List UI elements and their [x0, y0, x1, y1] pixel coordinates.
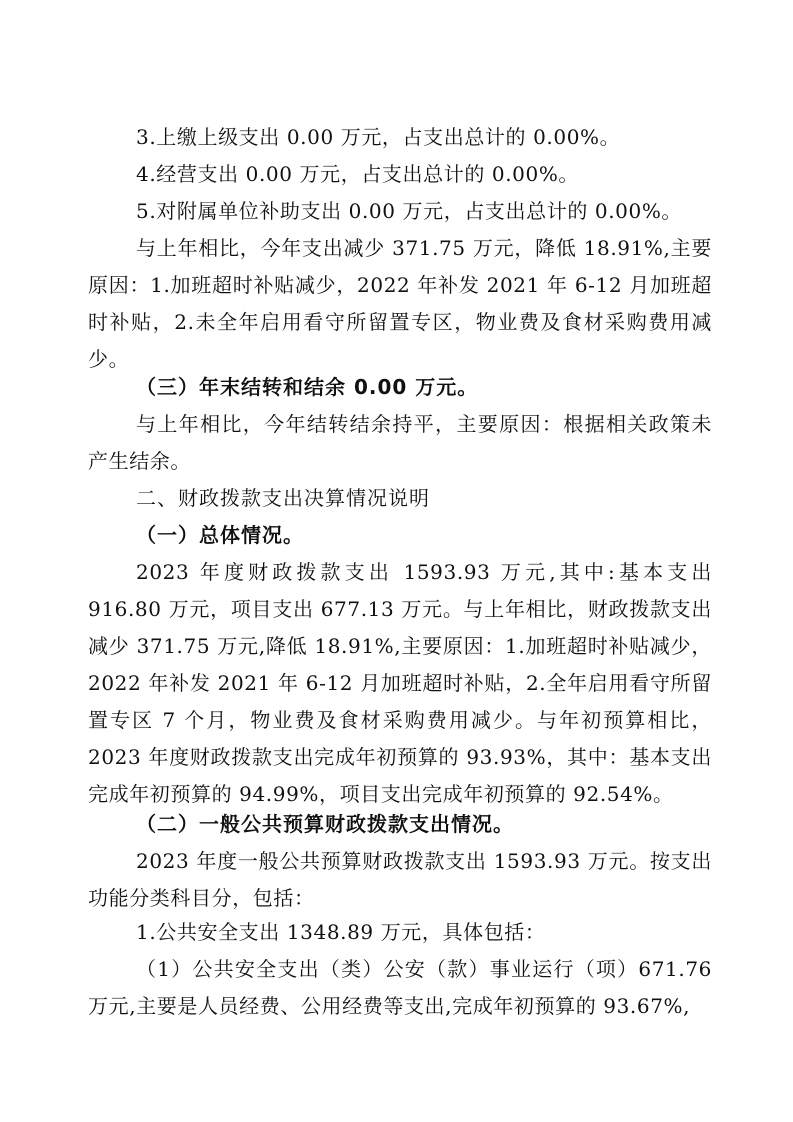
- paragraph-expense-comparison: 与上年相比，今年支出减少 371.75 万元，降低 18.91%,主要原因：1.加班超时补贴减少，2022 年补发 2021 年 6-12 月加班超时补贴，2.未全年启用看守所留置专区，物业费及食材采购费用减少。: [88, 236, 712, 371]
- paragraph-subsidiary-subsidy: 5.对附属单位补助支出 0.00 万元，占支出总计的 0.00%。: [136, 199, 683, 223]
- paragraph-operating-expense: 4.经营支出 0.00 万元，占支出总计的 0.00%。: [136, 162, 580, 186]
- paragraph-public-security-item-1: （1）公共安全支出（类）公安（款）事业运行（项）671.76 万元,主要是人员经费、公用经费等支出,完成年初预算的 93.67%,: [88, 957, 712, 1018]
- paragraph-carryover-comparison: 与上年相比，今年结转结余持平，主要原因：根据相关政策未产生结余。: [88, 412, 712, 473]
- section-heading-carryover: （三）年末结转和结余 0.00 万元。: [136, 375, 479, 399]
- paragraph-overall-detail: 2023 年度财政拨款支出 1593.93 万元,其中:基本支出 916.80 万元，项目支出 677.13 万元。与上年相比，财政拨款支出减少 371.75 万元,降低 18.91%,主要原因：1.加班超时补贴减少，2022 年补发 2021 年 6-12 月加班超时补贴，2.全年启用看守所留置专区 7 个月，物业费及食材采购费用减少。与年初预算相比，2023 年度财政拨款支出完成年初预算的 93.93%，其中：基本支出完成年初预算的 94.99%，项目支出完成年初预算的 92.54%。: [88, 560, 712, 806]
- paragraph-superior-remittance: 3.上缴上级支出 0.00 万元，占支出总计的 0.00%。: [136, 125, 621, 149]
- chapter-heading-fiscal-expenditure: 二、财政拨款支出决算情况说明: [136, 486, 430, 510]
- paragraph-public-security: 1.公共安全支出 1348.89 万元，具体包括：: [136, 920, 546, 944]
- section-heading-general-budget: （二）一般公共预算财政拨款支出情况。: [136, 812, 514, 836]
- paragraph-general-budget-detail: 2023 年度一般公共预算财政拨款支出 1593.93 万元。按支出功能分类科目分，包括：: [88, 849, 712, 910]
- section-heading-overall: （一）总体情况。: [136, 523, 304, 547]
